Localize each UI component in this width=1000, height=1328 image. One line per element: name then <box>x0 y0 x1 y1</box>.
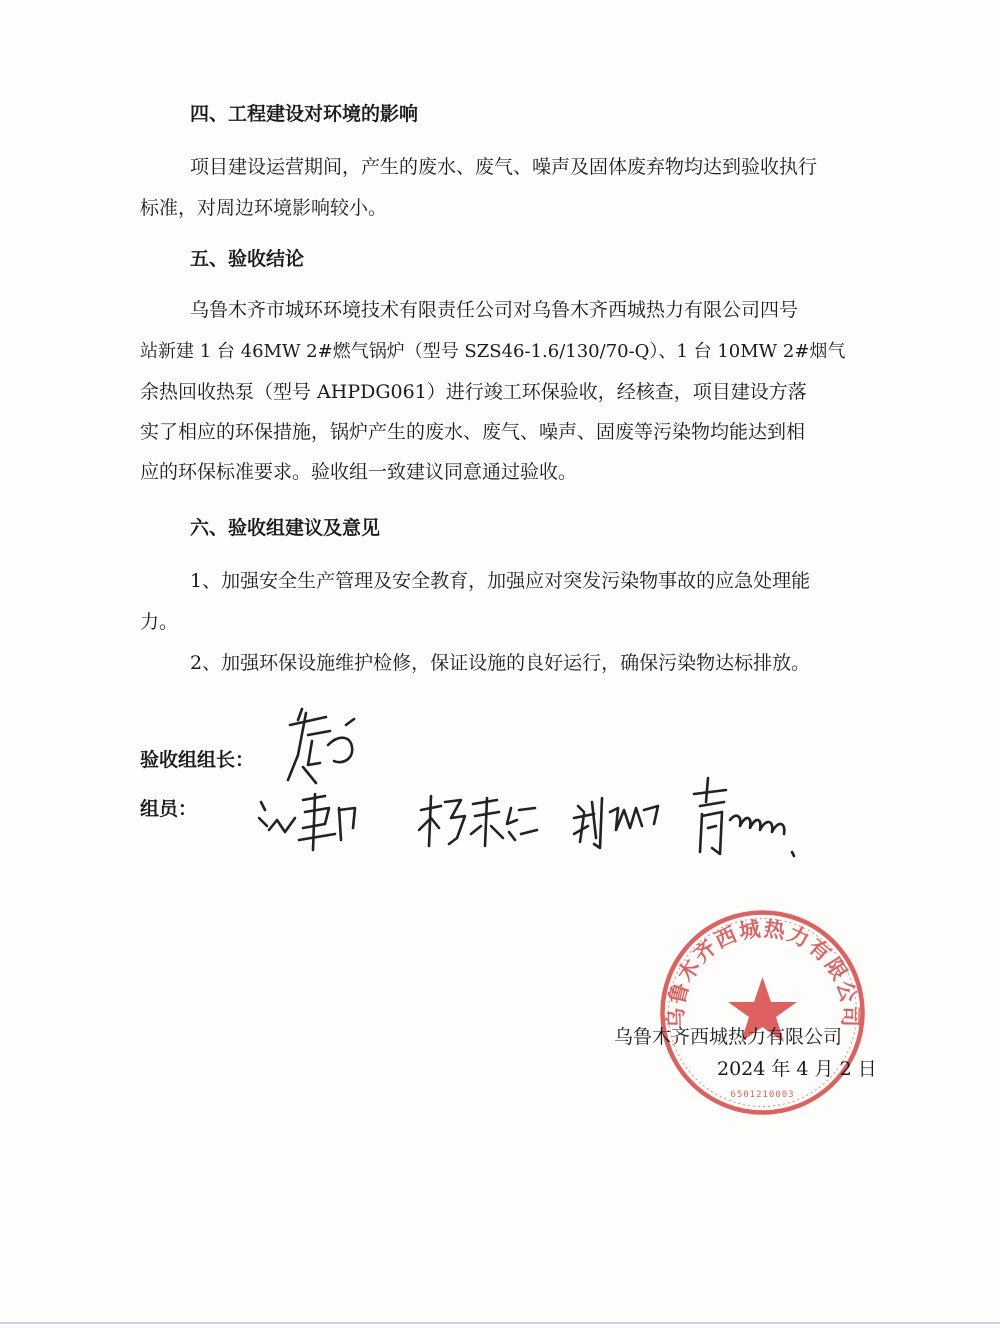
scan-edge-line <box>0 1322 1000 1324</box>
footer-company: 乌鲁木齐西城热力有限公司 <box>614 1026 843 1048</box>
section4-heading: 四、工程建设对环境的影响 <box>190 103 419 125</box>
member-signature-1 <box>255 780 365 860</box>
section5-heading: 五、验收结论 <box>190 248 305 270</box>
seal-text: 乌鲁木齐西城热力有限公司 <box>663 916 863 1029</box>
section5-line-2: 站新建 1 台 46MW 2#燃气锅炉（型号 SZS46-1.6/130/70-Q）、1 台 10MW 2#烟气 <box>140 341 846 362</box>
footer-date: 2024 年 4 月 2 日 <box>717 1058 877 1080</box>
member-signature-4 <box>690 772 800 867</box>
company-seal <box>655 905 870 1120</box>
member-signature-2 <box>415 790 540 855</box>
section5-line-5: 应的环保标准要求。验收组一致建议同意通过验收。 <box>140 461 578 483</box>
section5-line-1: 乌鲁木齐市城环环境技术有限责任公司对乌鲁木齐西城热力有限公司四号 <box>190 299 799 321</box>
section6-line-1: 1、加强安全生产管理及安全教育，加强应对突发污染物事故的应急处理能 <box>190 570 811 592</box>
section6-heading: 六、验收组建议及意见 <box>190 517 381 539</box>
leader-label: 验收组组长： <box>140 749 255 771</box>
section4-line-1: 项目建设运营期间，产生的废水、废气、噪声及固体废弃物均达到验收执行 <box>190 156 818 178</box>
section4-line-2: 标准，对周边环境影响较小。 <box>140 197 388 219</box>
section6-line-3: 2、加强环保设施维护检修，保证设施的良好运行，确保污染物达标排放。 <box>190 652 811 674</box>
section6-line-2: 力。 <box>140 611 179 633</box>
section5-line-3: 余热回收热泵（型号 AHPDG061）进行竣工环保验收，经核查，项目建设方落 <box>140 381 807 403</box>
leader-signature <box>268 705 368 790</box>
members-label: 组员： <box>140 798 198 820</box>
section5-line-4: 实了相应的环保措施，锅炉产生的废水、废气、噪声、固废等污染物均能达到相 <box>140 421 806 443</box>
member-signature-3 <box>570 790 665 855</box>
seal-number: 6501210003 <box>730 1090 795 1100</box>
